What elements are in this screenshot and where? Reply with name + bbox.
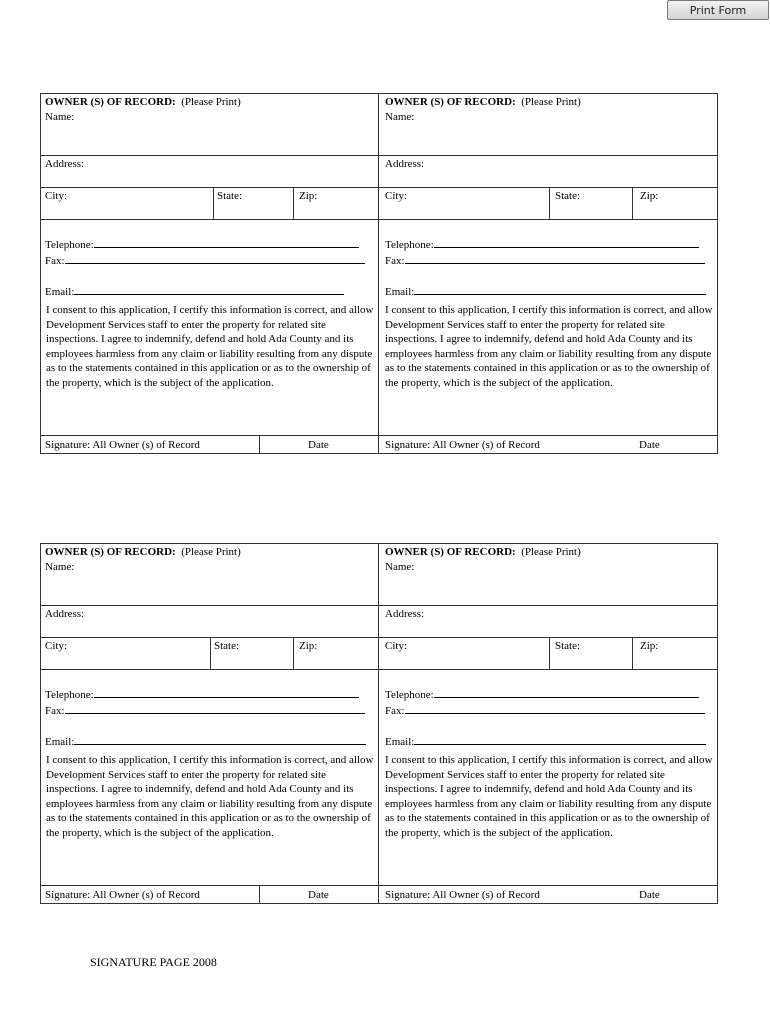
fax-field[interactable] (385, 703, 705, 718)
state-label: State: (555, 190, 581, 202)
fax-input-line[interactable] (405, 703, 705, 714)
city-field[interactable] (385, 189, 407, 203)
zip-label: Zip: (299, 640, 318, 652)
address-label: Address: (385, 608, 425, 620)
email-field[interactable] (385, 734, 706, 749)
owner-heading (45, 545, 241, 559)
owner-heading (45, 95, 241, 109)
fax-input-line[interactable] (65, 253, 365, 264)
please-print-note: (Please Print) (521, 546, 581, 558)
date-field[interactable] (639, 888, 660, 902)
fax-label: Fax: (385, 705, 405, 717)
date-field[interactable] (639, 438, 660, 452)
state-field[interactable] (214, 639, 239, 653)
divider (549, 187, 550, 219)
signature-label: Signature: All Owner (s) of Record (385, 439, 540, 451)
fax-label: Fax: (45, 705, 65, 717)
zip-field[interactable] (299, 189, 317, 203)
signature-field[interactable] (45, 438, 200, 452)
consent-statement: I consent to this application, I certify this information is correct, and allow Development Services staff to enter the property for related site inspections. I agree to indemnify, defend and hold Ada County and its employees harmless from any claim or liability resulting from any dispute as to the statements contained in this application or as to the ownership of the property, which is the subject of the application. (385, 754, 713, 839)
email-input-line[interactable] (74, 734, 366, 745)
divider (213, 187, 214, 219)
owner-heading-label: OWNER (S) OF RECORD: (45, 546, 176, 558)
address-label: Address: (45, 608, 85, 620)
telephone-input-line[interactable] (94, 237, 359, 248)
telephone-field[interactable] (45, 237, 359, 252)
state-label: State: (217, 190, 243, 202)
city-label: City: (385, 640, 408, 652)
telephone-input-line[interactable] (434, 687, 699, 698)
divider (632, 187, 633, 219)
date-label: Date (639, 889, 660, 901)
divider (293, 187, 294, 219)
telephone-label: Telephone: (385, 689, 434, 701)
address-label: Address: (45, 158, 85, 170)
telephone-input-line[interactable] (94, 687, 359, 698)
owner-block-right (378, 544, 718, 903)
divider (549, 637, 550, 669)
divider (259, 885, 260, 904)
telephone-label: Telephone: (45, 239, 94, 251)
state-label: State: (555, 640, 581, 652)
state-field[interactable] (555, 189, 580, 203)
telephone-label: Telephone: (45, 689, 94, 701)
please-print-note: (Please Print) (181, 96, 241, 108)
zip-label: Zip: (640, 190, 659, 202)
email-label: Email: (45, 736, 75, 748)
signature-field[interactable] (385, 438, 540, 452)
owner-block-left (41, 544, 378, 903)
owner-record-form-bottom (40, 543, 718, 904)
city-field[interactable] (45, 189, 67, 203)
owner-heading-label: OWNER (S) OF RECORD: (385, 96, 516, 108)
name-field[interactable] (385, 560, 414, 574)
zip-label: Zip: (299, 190, 318, 202)
date-field[interactable] (308, 888, 329, 902)
owner-heading (385, 545, 581, 559)
telephone-field[interactable] (45, 687, 359, 702)
email-input-line[interactable] (414, 734, 706, 745)
address-field[interactable] (385, 157, 424, 171)
email-label: Email: (45, 286, 75, 298)
city-field[interactable] (45, 639, 67, 653)
fax-label: Fax: (385, 255, 405, 267)
print-form-button[interactable]: Print Form (667, 0, 769, 20)
divider (259, 435, 260, 454)
divider (293, 637, 294, 669)
consent-statement: I consent to this application, I certify this information is correct, and allow Development Services staff to enter the property for related site inspections. I agree to indemnify, defend and hold Ada County and its employees harmless from any claim or liability resulting from any dispute as to the statements contained in this application or as to the ownership of the property, which is the subject of the application. (46, 304, 374, 389)
name-label: Name: (45, 561, 75, 573)
name-field[interactable] (45, 560, 74, 574)
state-label: State: (214, 640, 240, 652)
date-label: Date (308, 439, 329, 451)
signature-field[interactable] (385, 888, 540, 902)
please-print-note: (Please Print) (521, 96, 581, 108)
zip-field[interactable] (640, 189, 658, 203)
divider (632, 637, 633, 669)
telephone-field[interactable] (385, 687, 699, 702)
signature-field[interactable] (45, 888, 200, 902)
fax-input-line[interactable] (405, 253, 705, 264)
email-field[interactable] (385, 284, 706, 299)
fax-field[interactable] (45, 253, 365, 268)
email-label: Email: (385, 736, 415, 748)
email-label: Email: (385, 286, 415, 298)
consent-statement: I consent to this application, I certify this information is correct, and allow Development Services staff to enter the property for related site inspections. I agree to indemnify, defend and hold Ada County and its employees harmless from any claim or liability resulting from any dispute as to the statements contained in this application or as to the ownership of the property, which is the subject of the application. (46, 754, 374, 839)
email-input-line[interactable] (74, 284, 344, 295)
owner-heading (385, 95, 581, 109)
fax-field[interactable] (45, 703, 365, 718)
name-field[interactable] (45, 110, 74, 124)
telephone-input-line[interactable] (434, 237, 699, 248)
owner-block-left (41, 94, 378, 453)
zip-field[interactable] (640, 639, 658, 653)
owner-block-right (378, 94, 718, 453)
page-footer: SIGNATURE PAGE 2008 (90, 955, 217, 969)
consent-statement: I consent to this application, I certify this information is correct, and allow Development Services staff to enter the property for related site inspections. I agree to indemnify, defend and hold Ada County and its employees harmless from any claim or liability resulting from any dispute as to the statements contained in this application or as to the ownership of the property, which is the subject of the application. (385, 304, 713, 389)
please-print-note: (Please Print) (181, 546, 241, 558)
name-label: Name: (385, 561, 415, 573)
city-field[interactable] (385, 639, 407, 653)
divider (210, 637, 211, 669)
telephone-label: Telephone: (385, 239, 434, 251)
owner-heading-label: OWNER (S) OF RECORD: (45, 96, 176, 108)
fax-label: Fax: (45, 255, 65, 267)
owner-record-form-top (40, 93, 718, 454)
address-field[interactable] (45, 157, 84, 171)
signature-label: Signature: All Owner (s) of Record (385, 889, 540, 901)
signature-label: Signature: All Owner (s) of Record (45, 439, 200, 451)
state-field[interactable] (217, 189, 242, 203)
city-label: City: (45, 190, 68, 202)
email-field[interactable] (45, 284, 344, 299)
date-label: Date (639, 439, 660, 451)
name-label: Name: (385, 111, 415, 123)
city-label: City: (45, 640, 68, 652)
email-field[interactable] (45, 734, 366, 749)
name-field[interactable] (385, 110, 414, 124)
address-label: Address: (385, 158, 425, 170)
fax-field[interactable] (385, 253, 705, 268)
date-label: Date (308, 889, 329, 901)
address-field[interactable] (45, 607, 84, 621)
owner-heading-label: OWNER (S) OF RECORD: (385, 546, 516, 558)
state-field[interactable] (555, 639, 580, 653)
fax-input-line[interactable] (65, 703, 365, 714)
name-label: Name: (45, 111, 75, 123)
zip-field[interactable] (299, 639, 317, 653)
email-input-line[interactable] (414, 284, 706, 295)
address-field[interactable] (385, 607, 424, 621)
zip-label: Zip: (640, 640, 659, 652)
date-field[interactable] (308, 438, 329, 452)
telephone-field[interactable] (385, 237, 699, 252)
city-label: City: (385, 190, 408, 202)
signature-label: Signature: All Owner (s) of Record (45, 889, 200, 901)
